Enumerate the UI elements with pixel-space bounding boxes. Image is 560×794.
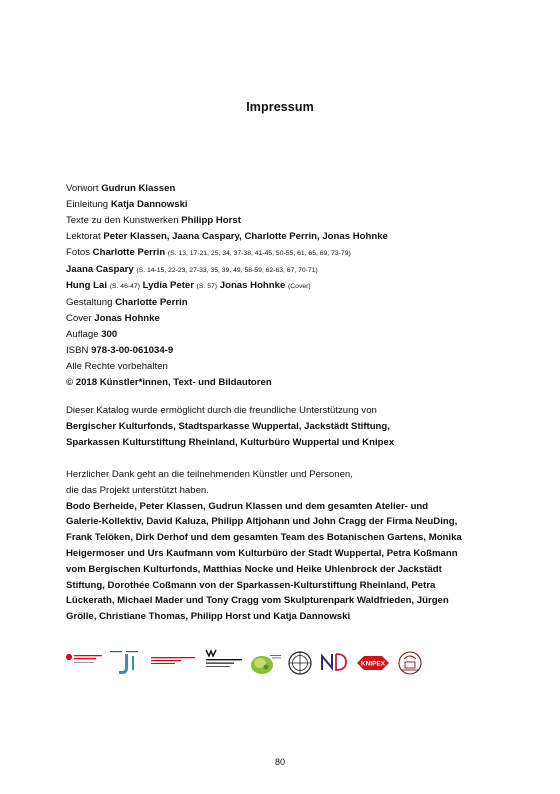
- credit-auflage: Auflage 300: [66, 329, 118, 341]
- support-intro: Dieser Katalog wurde ermöglicht durch die freundliche Unterstützung von: [66, 405, 377, 416]
- copyright-note: © 2018 Künstler*innen, Text- und Bildautoren: [66, 376, 272, 388]
- thanks-intro-line-2: die das Projekt unterstützt haben.: [66, 484, 209, 496]
- credits-block: [66, 181, 506, 391]
- thanks-names-line: Lückerath, Michael Mader und Tony Cragg vom Skulpturenpark Waldfrieden, Jürgen: [66, 595, 449, 607]
- credit-cover: Cover Jonas Hohnke: [66, 313, 160, 325]
- sparkassen-kulturstiftung-logo: [150, 648, 196, 678]
- credit-lektorat: Lektorat Peter Klassen, Jaana Caspary, Charlotte Perrin, Jonas Hohnke: [66, 230, 388, 242]
- page-number: 80: [274, 757, 285, 767]
- rights-note: Alle Rechte vorbehalten: [66, 360, 168, 372]
- knipex-logo-text: KNIPEX: [360, 660, 386, 668]
- credit-vorwort: Vorwort Gudrun Klassen: [66, 183, 176, 194]
- credit-gestaltung: Gestaltung Charlotte Perrin: [66, 297, 188, 309]
- thanks-names-line: Frank Telöken, Dirk Derhof und dem gesamten Team des Botanischen Gartens, Monika: [66, 532, 462, 544]
- botanischer-garten-logo: [286, 648, 314, 678]
- sponsor-logo-row: [64, 648, 424, 678]
- credit-fotos-line-2: Jaana Caspary (S. 14-15, 22-23, 27-33, 35, 39, 49, 58-59, 62-63, 67, 70-71): [66, 263, 318, 275]
- thanks-names-line: vom Bergischen Kulturfonds, Matthias Nocke und Heike Uhlenbrock der Jackstädt: [66, 563, 442, 575]
- stadtsparkasse-logo: [64, 648, 104, 678]
- credit-isbn: ISBN 978-3-00-061034-9: [66, 345, 174, 357]
- credit-einleitung: Einleitung Katja Dannowski: [66, 198, 188, 210]
- thanks-block: [66, 467, 506, 625]
- neuding-logo: [318, 648, 352, 678]
- thanks-names-line: Bodo Berheide, Peter Klassen, Gudrun Klassen und dem gesamten Atelier- und: [66, 500, 429, 512]
- credit-fotos-line-3: Hung Lai (S. 46-47) Lydia Peter (S. 57) Jonas Hohnke (Cover): [66, 280, 311, 292]
- bergischer-kulturfonds-logo: [248, 648, 282, 678]
- thanks-names-line: Grölle, Christiane Thomas, Philipp Horst und Katja Dannowski: [66, 611, 351, 623]
- credit-texte: Texte zu den Kunstwerken Philipp Horst: [66, 214, 241, 226]
- kulturbuero-wuppertal-logo: [204, 648, 246, 678]
- credit-fotos-line-1: Fotos Charlotte Perrin (S. 13, 17-21, 25, 34, 37-38, 41-45, 50-55, 61, 65, 69, 73-79): [66, 246, 351, 258]
- jackstaedt-stiftung-logo: [108, 648, 144, 678]
- thanks-names-line: Stiftung, Dorothée Coßmann von der Sparkassen-Kulturstiftung Rheinland, Petra: [66, 579, 436, 591]
- support-sponsors-line-2: Sparkassen Kulturstiftung Rheinland, Kulturbüro Wuppertal und Knipex: [66, 436, 395, 448]
- support-block: [66, 403, 506, 451]
- thanks-intro-line-1: Herzlicher Dank geht an die teilnehmenden Künstler und Personen,: [66, 469, 353, 480]
- support-sponsors-line-1: Bergischer Kulturfonds, Stadtsparkasse Wuppertal, Jackstädt Stiftung,: [66, 420, 390, 432]
- thanks-names-line: Galerie-Kollektiv, David Kaluza, Philipp Altjohann und John Cragg der Firma NeuDing,: [66, 516, 458, 528]
- page-title: Impressum: [246, 100, 314, 114]
- knipex-logo: [354, 648, 392, 678]
- thanks-names-line: Heigermoser und Urs Kaufmann vom Kulturbüro der Stadt Wuppertal, Petra Koßmann: [66, 547, 458, 559]
- skulpturenpark-logo: [396, 648, 424, 678]
